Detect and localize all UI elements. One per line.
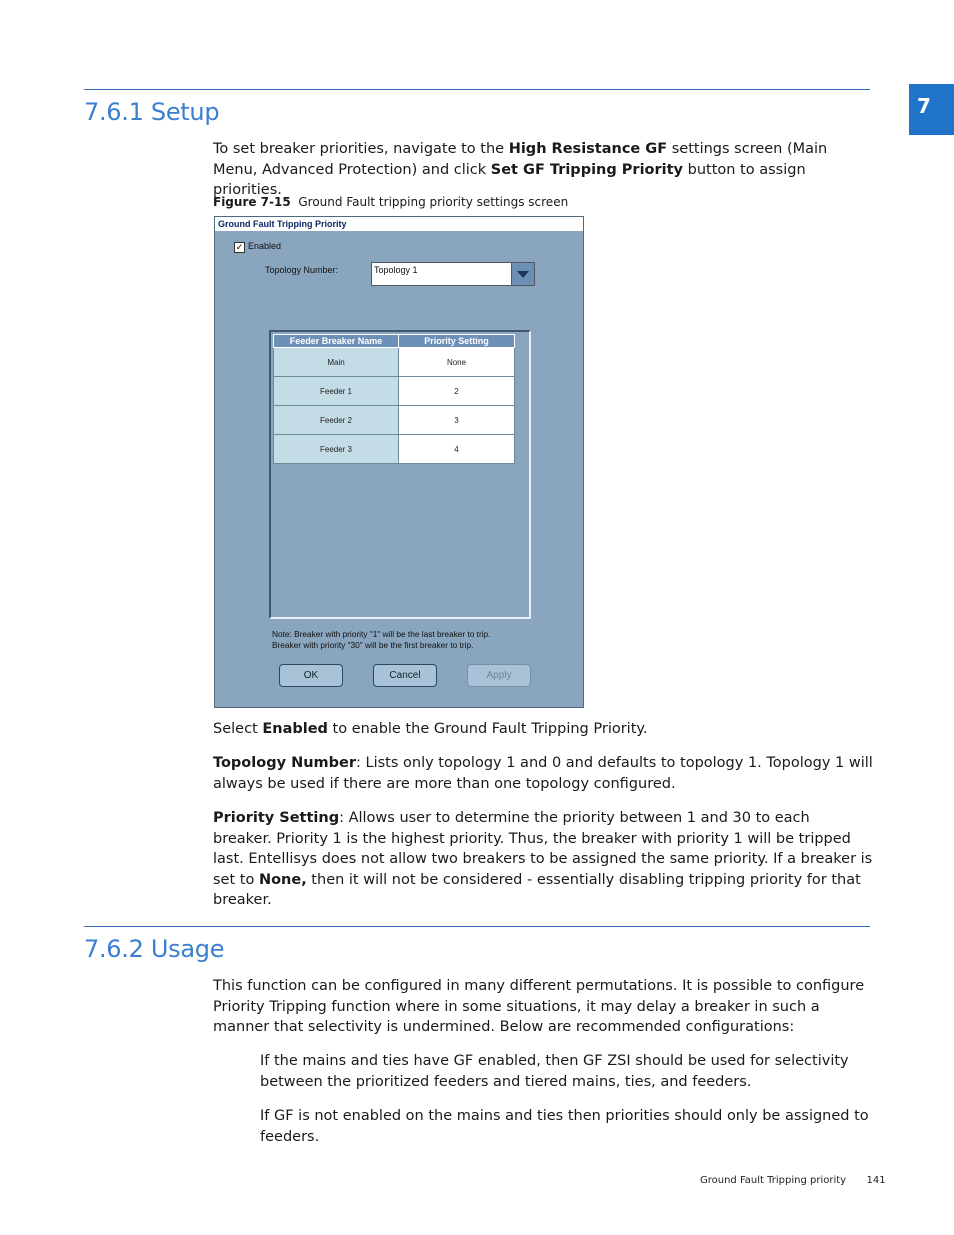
col-header-priority: Priority Setting (399, 335, 515, 348)
para-topology: Topology Number: Lists only topology 1 and 0 and defaults to topology 1. Topology 1 will always be used if there are more than one topology configured. (213, 755, 873, 792)
cancel-button[interactable]: Cancel (373, 664, 437, 687)
priority-grid (269, 330, 531, 619)
priority-table (273, 334, 515, 464)
priority-cell[interactable]: 3 (399, 406, 515, 435)
breaker-name-cell: Feeder 2 (274, 406, 399, 435)
breaker-name-cell: Feeder 3 (274, 435, 399, 464)
enabled-label: Enabled (248, 241, 282, 251)
priority-cell[interactable]: 4 (399, 435, 515, 464)
section-rule (84, 926, 870, 927)
apply-button[interactable]: Apply (467, 664, 531, 687)
table-row (274, 435, 515, 464)
ok-button[interactable]: OK (279, 664, 343, 687)
breaker-name-cell: Main (274, 348, 399, 377)
chevron-down-icon[interactable] (511, 263, 534, 285)
topology-label: Topology Number: (265, 265, 339, 275)
usage-para-1: This function can be configured in many different permutations. It is possible to configure Priority Tripping function where in some situations, it may delay a breaker in such a manner that selectivity is undermined. Below are recommended configurations: (213, 978, 865, 1035)
priority-cell[interactable]: None (399, 348, 515, 377)
figure-caption: Figure 7-15 Ground Fault tripping priority settings screen (213, 195, 569, 209)
heading-usage: 7.6.2 Usage (84, 935, 225, 963)
chapter-number: 7 (917, 94, 931, 118)
footer-section: Ground Fault Tripping priority (700, 1175, 847, 1186)
table-row (274, 377, 515, 406)
footer (700, 1175, 886, 1186)
window-title: Ground Fault Tripping Priority (215, 217, 583, 231)
topology-value: Topology 1 (374, 265, 418, 275)
section-rule (84, 89, 870, 90)
chapter-tab (909, 84, 954, 135)
usage-para-3: If GF is not enabled on the mains and ties then priorities should only be assigned to feeders. (260, 1108, 869, 1145)
heading-setup: 7.6.1 Setup (84, 98, 220, 126)
setup-intro: To set breaker priorities, navigate to the High Resistance GF settings screen (Main Menu, Advanced Protection) and click Set GF Tripping Priority button to assign priorities. (213, 141, 828, 198)
para-enabled: Select Enabled to enable the Ground Fault Tripping Priority. (213, 721, 648, 737)
para-priority: Priority Setting: Allows user to determine the priority between 1 and 30 to each breaker. Priority 1 is the highest priority. Thus, the breaker with priority 1 will be tripped last. Entellisys does not allow two breakers to be assigned the same priority. If a breaker is set to None, then it will not be considered - essentially disabling tripping priority for that breaker. (213, 810, 873, 908)
table-row (274, 406, 515, 435)
page-number: 141 (866, 1175, 886, 1186)
gf-priority-window (214, 216, 584, 708)
priority-note: Note: Breaker with priority "1" will be the last breaker to trip. Breaker with priority "30" will be the first breaker to trip. (272, 629, 491, 650)
priority-cell[interactable]: 2 (399, 377, 515, 406)
col-header-breaker-name: Feeder Breaker Name (274, 335, 399, 348)
table-row (274, 348, 515, 377)
topology-select[interactable] (371, 262, 535, 286)
breaker-name-cell: Feeder 1 (274, 377, 399, 406)
usage-para-2: If the mains and ties have GF enabled, then GF ZSI should be used for selectivity between the prioritized feeders and tiered mains, ties, and feeders. (260, 1053, 849, 1090)
enabled-checkbox[interactable]: ✓ (235, 242, 244, 252)
